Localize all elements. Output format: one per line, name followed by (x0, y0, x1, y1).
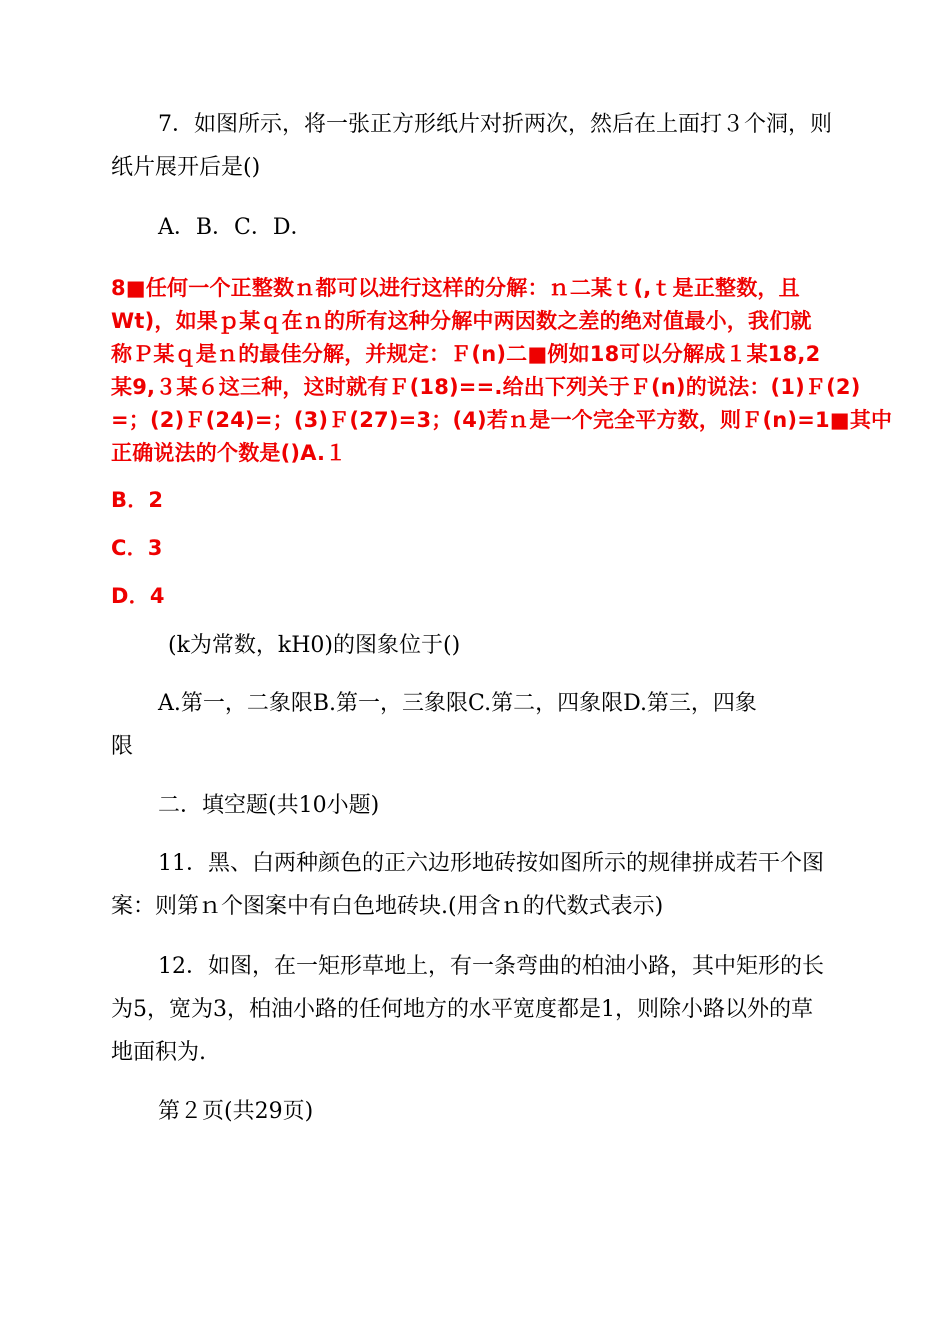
q10-text-line: (k为常数，kH0)的图象位于() (168, 633, 461, 658)
q12-text-line-2: 为5，宽为3，柏油小路的任何地方的水平宽度都是1，则除小路以外的草 (111, 997, 813, 1022)
q12-text-line-3: 地面积为. (111, 1040, 206, 1065)
q10-options-line-2: 限 (111, 734, 134, 759)
page-number-footer: 第２页(共29页) (158, 1099, 314, 1124)
q11-text-line-2: 案：则第ｎ个图案中有白色地砖块.(用含ｎ的代数式表示) (111, 894, 664, 919)
q8-option-c: C．3 (111, 536, 163, 560)
q8-option-b: B．2 (111, 488, 164, 512)
q12-text-line-1: 12．如图，在一矩形草地上，有一条弯曲的柏油小路，其中矩形的长 (158, 954, 824, 979)
q8-text-line-2: Wt)，如果ｐ某ｑ在ｎ的所有这种分解中两因数之差的绝对值最小，我们就 (111, 309, 812, 333)
q8-option-d: D．4 (111, 584, 165, 608)
q7-text-line-2: 纸片展开后是() (111, 155, 261, 180)
q8-text-line-5: =；(2)Ｆ(24)=；(3)Ｆ(27)=3；(4)若ｎ是一个完全平方数，则Ｆ(n)=1■其中 (111, 408, 893, 432)
q7-options: A．B．C．D． (158, 215, 313, 240)
q8-text-line-6: 正确说法的个数是()A.１ (111, 441, 347, 465)
q8-text-line-3: 称Ｐ某ｑ是ｎ的最佳分解，并规定：Ｆ(n)二■例如18可以分解成１某18,2 (111, 342, 821, 366)
q8-text-line-4: 某9,３某６这三种，这时就有Ｆ(18)==.给出下列关于Ｆ(n)的说法：(1)Ｆ(2) (111, 375, 861, 399)
q7-text-line-1: 7．如图所示，将一张正方形纸片对折两次，然后在上面打３个洞，则 (158, 112, 832, 137)
q11-text-line-1: 11．黑、白两种颜色的正六边形地砖按如图所示的规律拼成若干个图 (158, 851, 824, 876)
section-heading: 二．填空题(共10小题) (158, 793, 380, 818)
q8-text-line-1: 8■任何一个正整数ｎ都可以进行这样的分解：ｎ二某ｔ(,ｔ是正整数，且 (111, 276, 800, 300)
q10-options-line-1: A.第一，二象限B.第一，三象限C.第二，四象限D.第三，四象 (158, 691, 757, 716)
